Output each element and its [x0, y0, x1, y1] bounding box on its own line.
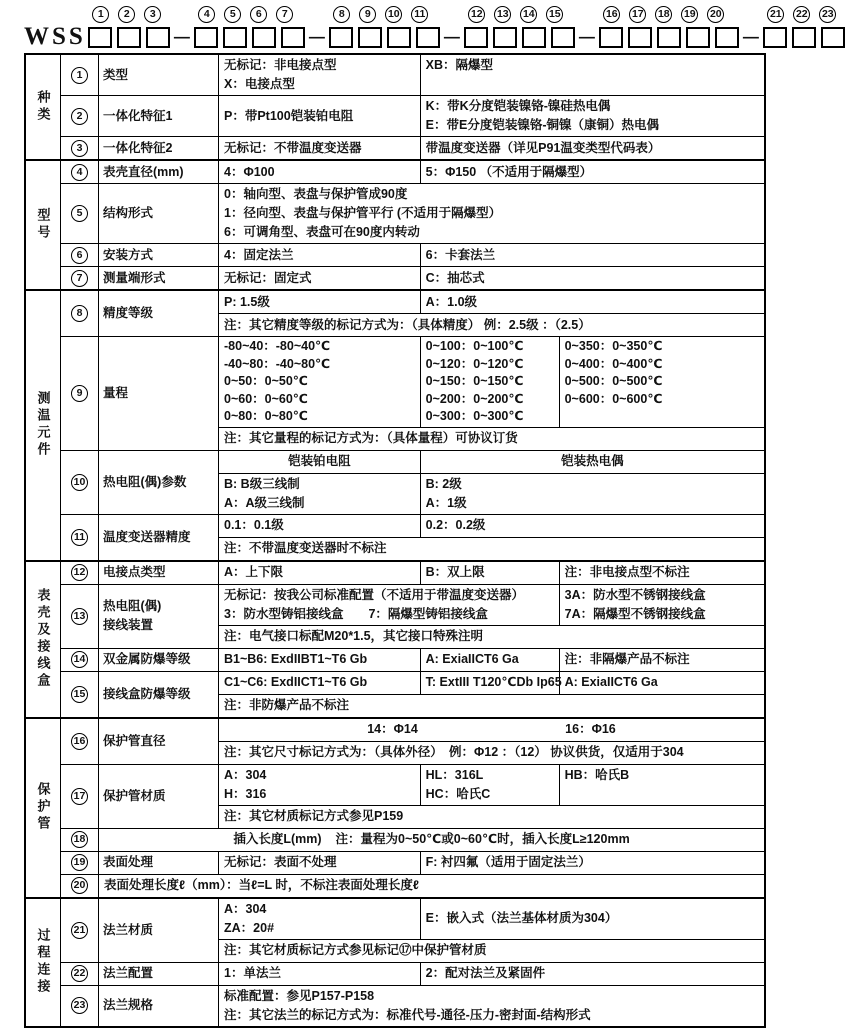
note-cell: [219, 742, 764, 764]
row-attr: 安装方式: [103, 247, 154, 262]
code-box: [329, 27, 353, 48]
note-cell: [219, 940, 764, 962]
circled-number: 14: [520, 6, 537, 23]
option-cell: 标准配置：参见P157-P158 注：其它法兰的标记方式为：标准代号-通径-压力-密封面-结构形式: [219, 986, 764, 1026]
code-box: [252, 27, 276, 48]
circled-number: 21: [767, 6, 784, 23]
code-box: [88, 27, 112, 48]
circled-number: 2: [71, 108, 88, 125]
circled-number: 5: [71, 205, 88, 222]
circled-number: 8: [333, 6, 350, 23]
code-box: [686, 27, 710, 48]
note-text: 注：量程为0~50℃或0~60℃时，插入长度L≥120mm: [335, 832, 630, 846]
dash-separator: —: [578, 28, 595, 46]
option-cell: K：带K分度铠装镍铬-镍硅热电偶 E：带E分度铠装镍铬-铜镍（康铜）热电偶: [425, 99, 659, 132]
option-cell: E：嵌入式（法兰基体材质为304）: [425, 911, 618, 925]
circled-number: 17: [71, 788, 88, 805]
spec-row: [61, 337, 764, 451]
option-cell: HL：316L HC：哈氏C: [421, 765, 560, 805]
circled-number: 19: [71, 854, 88, 871]
group-label: 种类: [35, 90, 51, 124]
option-cell: P：带Pt100铠装铂电阻: [219, 96, 421, 136]
spec-row: [61, 267, 764, 289]
spec-row: [61, 719, 764, 765]
dash-separator: —: [308, 28, 325, 46]
group-label: 过程连接: [35, 928, 51, 996]
note-text: 注：不带温度变送器时不标注: [224, 541, 387, 555]
spec-row: [61, 161, 764, 184]
option-cell: 4：Φ100: [219, 161, 421, 183]
note-cell: [219, 806, 764, 828]
spec-row: [61, 672, 764, 717]
circled-number: 4: [71, 164, 88, 181]
note-cell: 注：非电接点型不标注: [564, 565, 690, 579]
code-box: [223, 27, 247, 48]
code-box: [763, 27, 787, 48]
circled-number: 18: [655, 6, 672, 23]
row-attr: 电接点类型: [103, 565, 166, 579]
code-box: [117, 27, 141, 48]
row-attr: 量程: [103, 385, 129, 400]
group-label: 表壳及接线盒: [35, 588, 51, 690]
code-box: [522, 27, 546, 48]
spec-row: [61, 852, 764, 875]
code-box: [657, 27, 681, 48]
spec-row: [61, 291, 764, 337]
row-attr: 法兰配置: [103, 966, 154, 980]
circled-number: 23: [71, 997, 88, 1014]
option-cell: [99, 829, 764, 851]
row-attr: 双金属防爆等级: [103, 652, 191, 666]
option-cell: A: ExiaIICT6 Ga: [564, 675, 658, 689]
circled-number: 19: [681, 6, 698, 23]
circled-number: 23: [819, 6, 836, 23]
row-attr: 接线装置: [103, 618, 154, 632]
circled-number: 15: [546, 6, 563, 23]
option-cell: 无标记：按我公司标准配置（不适用于带温度变送器） 3：防水型铸铝接线盒 7：隔爆型铸铝接线盒: [219, 585, 560, 625]
circled-number: 12: [468, 6, 485, 23]
group-label: 型号: [35, 208, 51, 242]
circled-number: 11: [71, 529, 88, 546]
circled-number: 12: [71, 564, 88, 581]
code-box: [551, 27, 575, 48]
circled-number: 9: [71, 385, 88, 402]
option-cell: B: B级三线制 A：A级三线制: [219, 474, 421, 514]
row-attr: 热电阻(偶)参数: [103, 474, 187, 489]
group-label: 保护管: [35, 782, 51, 833]
dash-separator: —: [443, 28, 460, 46]
code-group-3: [329, 4, 440, 50]
spec-table: [24, 53, 766, 1028]
header-cell: 铠装热电偶: [561, 454, 624, 468]
circled-number: 3: [144, 6, 161, 23]
spec-row: [61, 963, 764, 986]
note-cell: [219, 538, 764, 560]
note-cell: [219, 695, 764, 717]
code-box: [194, 27, 218, 48]
option-cell: 0.1：0.1级: [219, 515, 421, 537]
circled-number: 5: [224, 6, 241, 23]
circled-number: 16: [603, 6, 620, 23]
group-case-junction-box: [26, 562, 764, 719]
dash-separator: —: [742, 28, 759, 46]
row-attr: 表面处理: [103, 855, 154, 869]
option-cell: T: ExtIII T120℃Db Ip65: [421, 672, 560, 694]
circled-number: 10: [385, 6, 402, 23]
circled-number: 20: [707, 6, 724, 23]
code-box: [387, 27, 411, 48]
range-cell: -80~40：-80~40℃ -40~80：-40~80℃ 0~50：0~50℃ 0~60：0~60℃ 0~80：0~80℃: [219, 337, 421, 427]
option-cell: B1~B6: ExdIIBT1~T6 Gb: [219, 649, 421, 671]
option-cell: A：1.0级: [425, 294, 478, 309]
code-group-4: [464, 4, 575, 50]
option-cell: 无标记：非电接点型 X：电接点型: [219, 55, 421, 95]
circled-number: 1: [92, 6, 109, 23]
group-sensing-element: [26, 291, 764, 562]
row-attr: 精度等级: [103, 306, 154, 320]
circled-number: 3: [71, 140, 88, 157]
option-cell: 无标记：表面不处理: [219, 852, 421, 874]
group-model: [26, 161, 764, 291]
option-cell: 0：轴向型、表盘与保护管成90度 1：径向型、表盘与保护管平行 (不适用于隔爆型） 6：可调角型、表盘可在90度内转动: [224, 187, 502, 239]
code-box: [628, 27, 652, 48]
spec-row: [61, 585, 764, 649]
note-text: 注：其它量程的标记方式为：（具体量程）可协议订货: [224, 431, 518, 445]
range-cell: 0~100：0~100℃ 0~120：0~120℃ 0~150：0~150℃ 0~200：0~200℃ 0~300：0~300℃: [421, 337, 560, 427]
code-group-1: [88, 4, 170, 50]
note-cell: [219, 428, 764, 450]
circled-number: 7: [71, 270, 88, 287]
circled-number: 2: [118, 6, 135, 23]
circled-number: 8: [71, 305, 88, 322]
spec-row: [61, 244, 764, 267]
option-cell: A: ExiaIICT6 Ga: [421, 649, 560, 671]
note-text: 注：其它尺寸标记方式为：（具体外径） 例：Φ12 ：（12） 协议供货，仅适用于304: [224, 745, 684, 759]
group-protection-tube: [26, 719, 764, 899]
row-attr: 一体化特征2: [103, 140, 173, 155]
option-cell: 3A：防水型不锈钢接线盒 7A：隔爆型不锈钢接线盒: [564, 587, 706, 621]
spec-row: [61, 829, 764, 852]
circled-number: 15: [71, 686, 88, 703]
row-attr: 热电阻(偶): [103, 599, 162, 613]
spec-row: [61, 986, 764, 1026]
spec-row: [61, 515, 764, 560]
option-cell: 6：卡套法兰: [425, 247, 496, 262]
row-attr: 一体化特征1: [103, 108, 173, 123]
spec-row: [61, 451, 764, 515]
option-cell: 0.2：0.2级: [425, 518, 486, 532]
note-text: 注：其它法兰的标记方式为：标准代号-通径-压力-密封面-结构形式: [224, 1007, 591, 1022]
note-cell: [219, 626, 764, 648]
circled-number: 7: [276, 6, 293, 23]
option-cell: A：304 ZA：20#: [219, 899, 421, 939]
circled-number: 9: [359, 6, 376, 23]
option-cell: A：304 H：316: [219, 765, 421, 805]
circled-number: 14: [71, 651, 88, 668]
spec-row: [61, 649, 764, 672]
circled-number: 20: [71, 877, 88, 894]
code-box: [792, 27, 816, 48]
note-cell: [219, 314, 764, 336]
row-attr: 保护管材质: [103, 788, 166, 803]
option-cell: 无标记：固定式: [219, 267, 421, 289]
spec-row: [61, 55, 764, 96]
code-box: [599, 27, 623, 48]
code-prefix: WSS: [24, 23, 86, 50]
option-cell: P: 1.5级: [219, 291, 421, 313]
circled-number: 22: [71, 965, 88, 982]
circled-number: 16: [71, 733, 88, 750]
spec-row: [61, 562, 764, 585]
spec-row: [61, 96, 764, 137]
group-label: 测温元件: [35, 391, 51, 460]
option-cell: B: 2级 A：1级: [425, 476, 467, 510]
code-box: [715, 27, 739, 48]
row-attr: 温度变送器精度: [103, 529, 191, 544]
option-cell: 无标记：不带温度变送器: [219, 137, 421, 159]
option-cell: C：抽芯式: [425, 270, 485, 285]
row-attr: 表壳直径(mm): [103, 164, 184, 179]
ordering-code-header: [24, 4, 834, 50]
circled-number: 13: [71, 608, 88, 625]
circled-number: 13: [494, 6, 511, 23]
code-box: [493, 27, 517, 48]
row-attr: 结构形式: [103, 206, 154, 220]
row-attr: 保护管直径: [103, 733, 166, 748]
row-attr: 测量端形式: [103, 270, 166, 285]
code-box: [281, 27, 305, 48]
option-cell: C1~C6: ExdIICT1~T6 Gb: [219, 672, 421, 694]
group-category: [26, 55, 764, 161]
option-cell: 带温度变送器（详见P91温变类型代码表）: [425, 140, 661, 155]
circled-number: 6: [71, 247, 88, 264]
row-attr: 接线盒防爆等级: [103, 686, 191, 701]
note-text: 注：其它精度等级的标记方式为：（具体精度） 例：2.5级 ：（2.5）: [224, 317, 591, 332]
circled-number: 4: [198, 6, 215, 23]
range-cell: 0~350：0~350℃ 0~400：0~400℃ 0~500：0~500℃ 0~600：0~600℃: [564, 339, 663, 406]
header-cell: 铠装铂电阻: [219, 451, 421, 473]
note-text: 注：非防爆产品不标注: [224, 698, 350, 712]
code-box: [146, 27, 170, 48]
group-process-connection: [26, 899, 764, 1026]
note-cell: 注：非隔爆产品不标注: [564, 652, 690, 666]
row-attr: 类型: [103, 67, 129, 82]
option-cell: 14：Φ14 16：Φ16: [367, 722, 616, 736]
circled-number: 21: [71, 922, 88, 939]
row-attr: 法兰规格: [103, 998, 154, 1012]
option-cell: F: 衬四氟（适用于固定法兰）: [425, 855, 591, 869]
row-attr: 插入长度L(mm): [233, 832, 322, 846]
note-text: 注：其它材质标记方式参见P159: [224, 809, 404, 823]
option-cell: 5：Φ150 （不适用于隔爆型）: [425, 164, 593, 179]
spec-row: [61, 875, 764, 897]
spec-row: [61, 184, 764, 244]
circled-number: 1: [71, 67, 88, 84]
note-text: 注：电气接口标配M20*1.5，其它接口特殊注明: [224, 629, 484, 643]
option-cell: 表面处理长度ℓ（mm）：当ℓ=L 时，不标注表面处理长度ℓ: [104, 878, 419, 892]
code-box: [821, 27, 845, 48]
spec-row: [61, 137, 764, 159]
spec-row: [61, 899, 764, 963]
circled-number: 22: [793, 6, 810, 23]
code-box: [358, 27, 382, 48]
code-box: [416, 27, 440, 48]
dash-separator: —: [173, 28, 190, 46]
circled-number: 6: [250, 6, 267, 23]
option-cell: XB：隔爆型: [425, 58, 494, 72]
option-cell: B：双上限: [421, 562, 560, 584]
code-group-6: [763, 4, 845, 50]
option-cell: A：上下限: [219, 562, 421, 584]
circled-number: 10: [71, 474, 88, 491]
option-cell: 1：单法兰: [219, 963, 421, 985]
circled-number: 17: [629, 6, 646, 23]
code-box: [464, 27, 488, 48]
option-cell: HB：哈氏B: [564, 767, 630, 782]
code-group-2: [194, 4, 305, 50]
circled-number: 11: [411, 6, 428, 23]
circled-number: 18: [71, 831, 88, 848]
code-group-5: [599, 4, 739, 50]
row-attr: 法兰材质: [103, 922, 154, 937]
option-cell: 4：固定法兰: [219, 244, 421, 266]
option-cell: 2：配对法兰及紧固件: [425, 966, 546, 980]
note-text: 注：其它材质标记方式参见标记⑰中保护管材质: [224, 943, 487, 957]
spec-row: [61, 765, 764, 829]
